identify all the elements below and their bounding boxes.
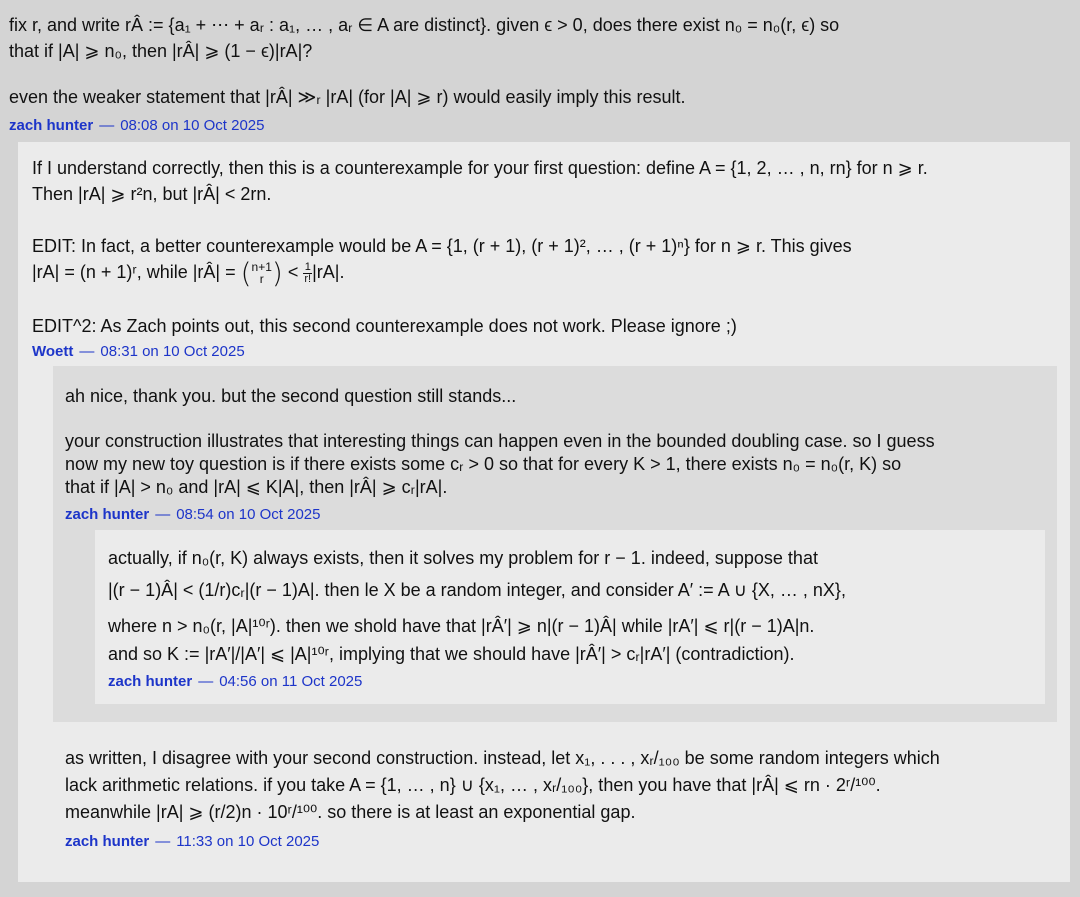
comment-text-line: and so K := |rA′|/|A′| ⩽ |A|¹⁰ʳ, implying that we should have |rÂ′| > cᵣ|rA′| (contradiction). [108,644,795,664]
meta-separator: — [99,117,115,134]
comment-text-line: actually, if n₀(r, K) always exists, then it solves my problem for r − 1. indeed, suppose that [108,548,818,568]
timestamp-link[interactable]: 08:31 on 10 Oct 2025 [100,343,245,360]
comment-text-line: where n > n₀(r, |A|¹⁰ʳ). then we shold have that |rÂ′| ⩾ n|(r − 1)Â| while |rA′| ⩽ r|(r − 1)A|n. [108,616,815,636]
comment-text-line: ah nice, thank you. but the second question still stands... [65,386,517,406]
reply-comment-zach-2 [95,530,1045,704]
comment-text-line: now my new toy question is if there exists some cᵣ > 0 so that for every K > 1, there exists n₀ = n₀(r, K) so [65,454,902,474]
comment-text-line: |rA| = (n + 1)ʳ, while |rÂ| = ( n+1 r ) < $\frac{1}{r!}$ |rA|. [32,256,345,290]
comment-text-line: that if |A| > n₀ and |rA| ⩽ K|A|, then |rÂ| ⩾ cᵣ|rA|. [65,477,448,497]
comment-text-line: If I understand correctly, then this is a counterexample for your first question: define A = {1, 2, … , n, rn} for n ⩾ r. [32,158,928,178]
math-text: < [287,262,299,282]
comment-text-line: your construction illustrates that interesting things can happen even in the bounded doubling case. so I guess [65,431,935,451]
comment-text-line: |(r − 1)Â| < (1/r)cᵣ|(r − 1)A|. then le X be a random integer, and consider A′ := A ∪ {X, … , nX}, [108,580,846,600]
fraction: $\frac{1}{r!}$ [304,260,312,285]
author-link[interactable]: zach hunter [65,833,150,850]
math-text: |rA|. [312,262,345,282]
comment-text-line: that if |A| ⩾ n₀, then |rÂ| ⩾ (1 − ϵ)|rA|? [9,41,313,61]
author-link[interactable]: Woett [32,343,74,360]
timestamp-link[interactable]: 08:08 on 10 Oct 2025 [120,117,265,134]
comment-text-line: fix r, and write rÂ := {a₁ + ⋯ + aᵣ : a₁, … , aᵣ ∈ A are distinct}. given ϵ > 0, does there exist n₀ = n₀(r, ϵ) so [9,15,840,35]
comment-meta [32,340,245,364]
comment-text-line: EDIT: In fact, a better counterexample would be A = {1, (r + 1), (r + 1)², … , (r + 1)ⁿ} for n ⩾ r. This gives [32,236,852,256]
comment-text-line: Then |rA| ⩾ r²n, but |rÂ| < 2rn. [32,184,272,204]
meta-separator: — [155,506,171,523]
meta-separator: — [198,673,214,690]
timestamp-link[interactable]: 11:33 on 10 Oct 2025 [176,833,320,850]
comment-meta [108,670,362,694]
comment-text-line: lack arithmetic relations. if you take A = {1, … , n} ∪ {x₁, … , xᵣ/₁₀₀}, then you have that |rÂ| ⩽ rn · 2ʳ/¹⁰⁰. [65,775,881,795]
timestamp-link[interactable]: 04:56 on 11 Oct 2025 [219,673,363,690]
comment-text-line: EDIT^2: As Zach points out, this second counterexample does not work. Please ignore ;) [32,316,737,336]
comment-meta [65,830,319,854]
comment-text-line: meanwhile |rA| ⩾ (r/2)n · 10ʳ/¹⁰⁰. so there is at least an exponential gap. [65,802,636,822]
meta-separator: — [79,343,95,360]
author-link[interactable]: zach hunter [65,506,150,523]
comment-meta [65,503,320,527]
comment-text-line: as written, I disagree with your second construction. instead, let x₁, . . . , xᵣ/₁₀₀ be some random integers which [65,748,940,768]
timestamp-link[interactable]: 08:54 on 10 Oct 2025 [176,506,321,523]
binomial: n+1 r [251,260,272,287]
comment-meta [9,114,264,138]
author-link[interactable]: zach hunter [9,117,94,134]
meta-separator: — [155,833,171,850]
comment-text-line: even the weaker statement that |rÂ| ≫ᵣ |rA| (for |A| ⩾ r) would easily imply this result. [9,87,686,107]
author-link[interactable]: zach hunter [108,673,193,690]
math-text: |rA| = (n + 1)ʳ, while |rÂ| = [32,262,236,282]
